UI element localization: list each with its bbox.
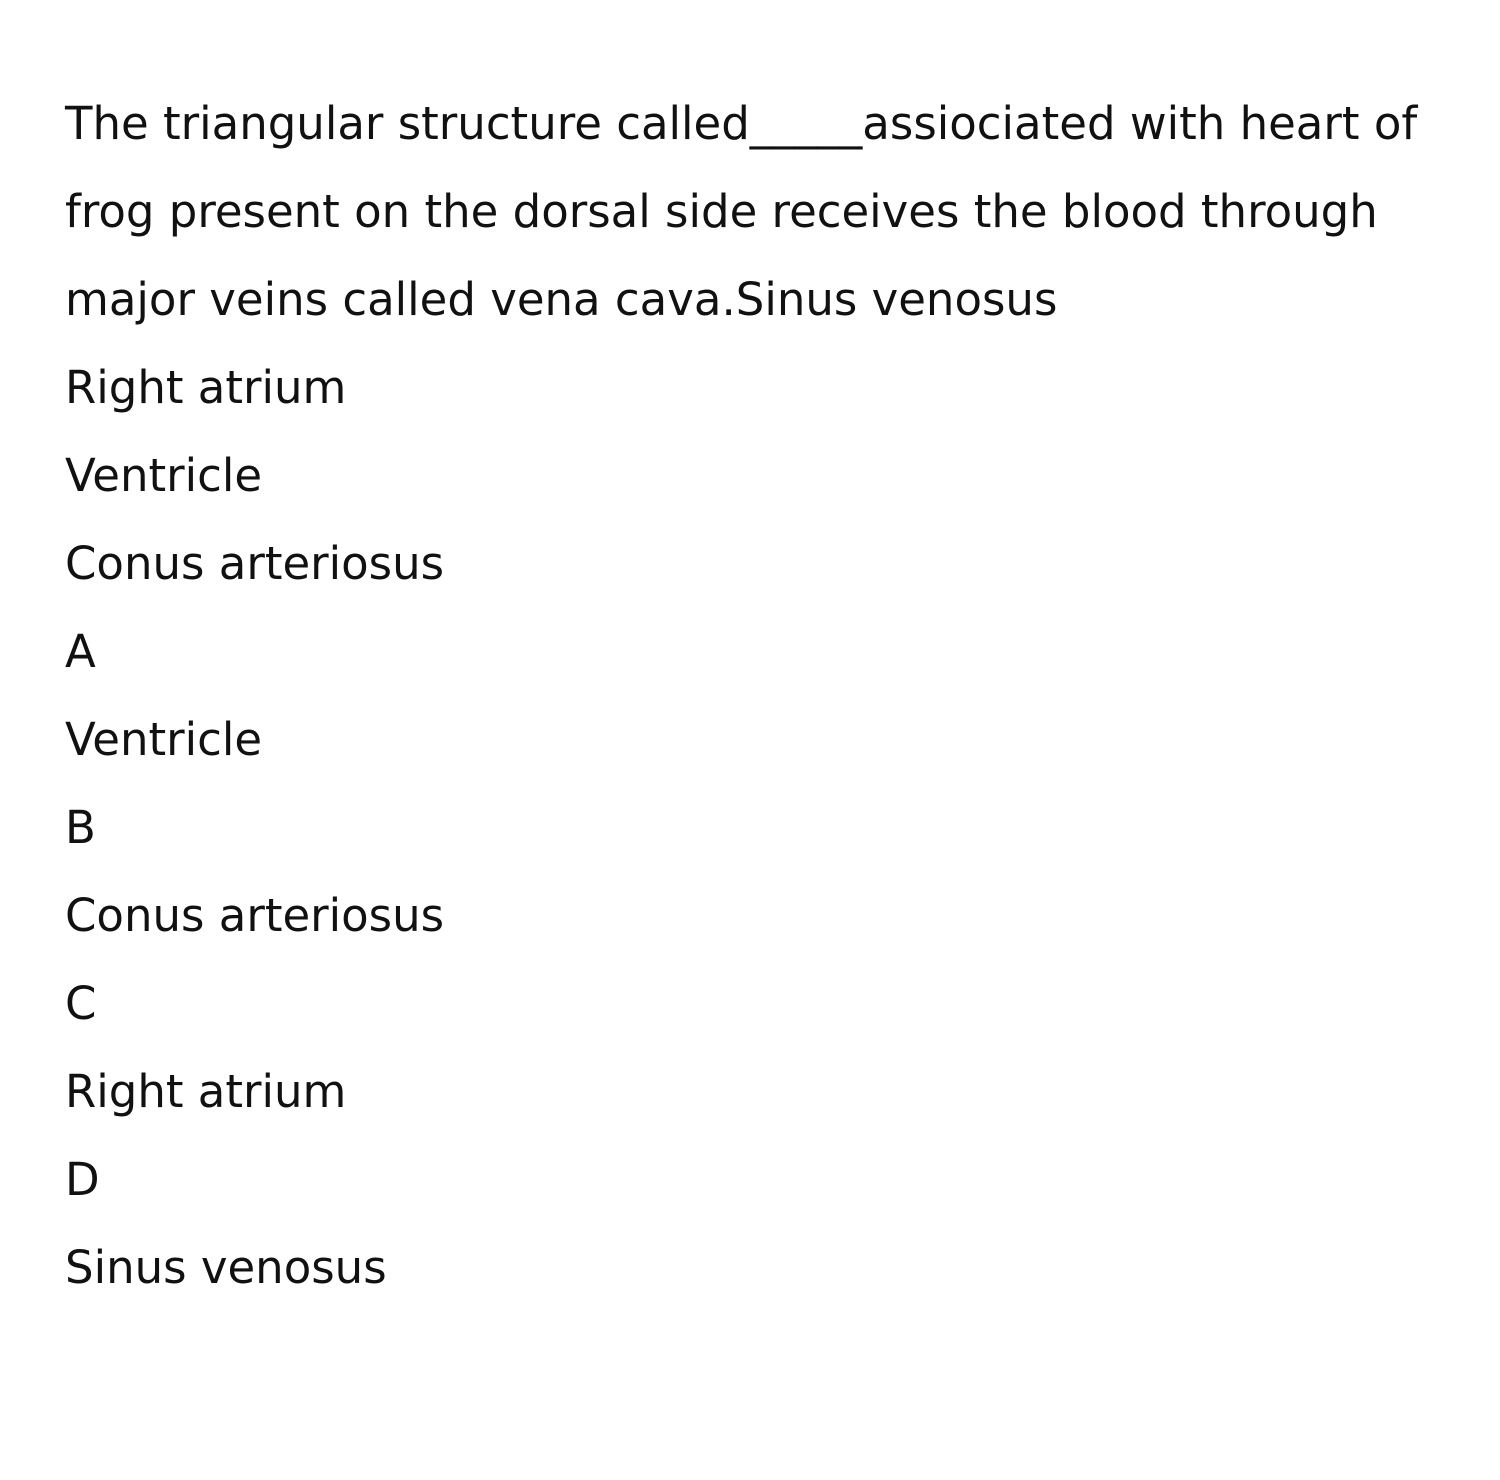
listed-option: Right atrium: [65, 361, 347, 414]
question-document: [65, 80, 1445, 1312]
choice-letter-a: A: [65, 625, 96, 678]
listed-option: Ventricle: [65, 449, 263, 502]
choice-text-c: Right atrium: [65, 1065, 347, 1118]
choice-letter-c: C: [65, 977, 97, 1030]
choice-text-d: Sinus venosus: [65, 1241, 387, 1294]
choice-letter-d: D: [65, 1153, 100, 1206]
choice-letter-b: B: [65, 801, 96, 854]
choice-text-b: Conus arteriosus: [65, 889, 445, 942]
choice-text-a: Ventricle: [65, 713, 263, 766]
listed-option: Conus arteriosus: [65, 537, 445, 590]
question-text: The triangular structure called_____assiociated with heart of frog present on the dorsal side receives the blood through major veins called vena cava.Sinus venosus: [65, 97, 1418, 326]
